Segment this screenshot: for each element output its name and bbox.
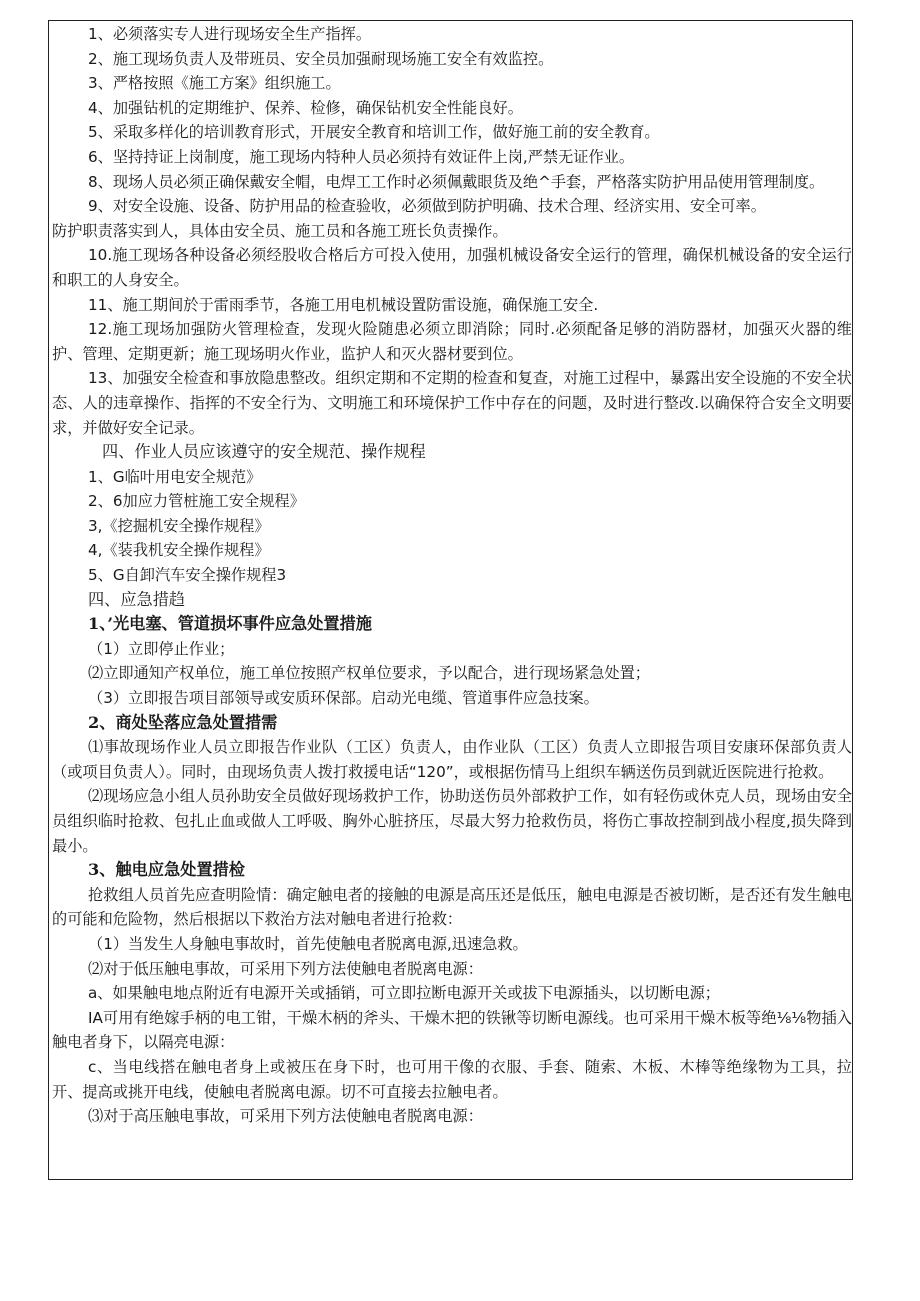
paragraph: ⑵立即通知产权单位，施工单位按照产权单位要求，予以配合，进行现场紧急处置； xyxy=(88,664,650,683)
paragraph: 防护职责落实到人，具体由安全员、施工员和各施工班长负责操作。 xyxy=(52,221,508,240)
paragraph: ⑴事故现场作业人员立即报告作业队（工区）负责人，由作业队（工区）负责人立即报告项目安康环保部负责人（或项目负责人）。同时，由现场负责人拨打救援电话“120”，或根据伤情马上组织车辆送伤员到就近医院进行抢救。 xyxy=(52,738,852,781)
paragraph: （3）立即报告项目部领导或安质环保部。启动光电缆、管道事件应急技案。 xyxy=(88,689,599,708)
paragraph: 4、加强钻机的定期维护、保养、检修，确保钻机安全性能良好。 xyxy=(88,98,523,117)
paragraph: 5、采取多样化的培训教育形式，开展安全教育和培训工作，做好施工前的安全教育。 xyxy=(88,123,660,142)
section-heading: 四、应急措趋 xyxy=(88,589,186,609)
paragraph: （1）立即停止作业； xyxy=(88,639,235,658)
paragraph: 11、施工期间於于雷雨季节，各施工用电机械设置防雷设施，确保施工安全. xyxy=(88,295,599,314)
paragraph: 13、加强安全检查和事放隐患整改。组织定期和不定期的检查和复查，对施工过程中，暴露出安全设施的不安全状态、人的违章操作、指挥的不安全行为、文明施工和环境保护工作中存在的问题，及时进行整改.以确保符合安全文明要求，并做好安全记录。 xyxy=(52,369,852,437)
paragraph: a、如果触电地点附近有电源开关或插销，可立即拉断电源开关或拔下电源插头，以切断电源； xyxy=(88,984,720,1003)
subsection-heading: 3、触电应急处置措检 xyxy=(88,860,245,880)
subsection-heading: 1、’光电塞、管道损坏事件应急处置措施 xyxy=(88,614,372,634)
paragraph: 12.施工现场加强防火管理检查，发现火险随患必须立即消除；同时.必须配备足够的消防器材，加强灭火器的维护、管理、定期更新；施工现场明火作业，监护人和灭火器材要到位。 xyxy=(52,320,852,363)
subsection-heading: 2、商处坠落应急处置措需 xyxy=(88,712,278,732)
document-body xyxy=(52,22,852,1129)
paragraph: 10.施工现场各种设备必须经股收合格后方可投入使用，加强机械设备安全运行的管理，确保机械设备的安全运行和职工的人身安全。 xyxy=(52,246,852,289)
paragraph: IA可用有绝嫁手柄的电工钳，干燥木柄的斧头、干燥木把的铁锹等切断电源线。也可采用干燥木板等绝⅛⅛物插入触电者身下，以隔亮电源： xyxy=(52,1008,852,1052)
list-item: 4,《装我机安全操作规程》 xyxy=(88,541,270,560)
paragraph: 8、现场人员必须正确保戴安全帽，电焊工工作时必须佩戴眼货及绝^手套，严格落实防护用品使用管理制度。 xyxy=(88,172,825,191)
paragraph: 9、对安全设施、设备、防护用品的检查验收，必须做到防护明确、技术合理、经济实用、安全可率。 xyxy=(88,197,766,216)
paragraph: 3、严格按照《施工方案》组织施工。 xyxy=(88,74,341,93)
paragraph: 6、坚持持证上岗制度，施工现场内特种人员必须持有效证件上岗,严禁无证作业。 xyxy=(88,147,635,166)
list-item: 3,《挖掘机安全操作规程》 xyxy=(88,516,270,535)
section-heading: 四、作业人员应该遵守的安全规范、操作规程 xyxy=(102,442,426,462)
paragraph: c、当电线搭在触电者身上或被压在身下时，也可用干像的衣服、手套、随索、木板、木棒等绝缘物为工具，拉开、提高或挑开电线，使触电者脱离电源。切不可直接去拉触电者。 xyxy=(52,1057,852,1101)
paragraph: ⑵现场应急小组人员孙助安全员做好现场救护工作，协助送伤员外部救护工作，如有轻伤或休克人员，现场由安全员组织临时抢救、包扎止血或做人工呼吸、胸外心脏挤压，尽最大努力抢救伤员，将伤亡事故控制到战小程度,损失降到最小。 xyxy=(52,787,852,855)
paragraph: 1、必须落实专人进行现场安全生产指挥。 xyxy=(88,25,372,43)
list-item: 2、6加应力管桩施工安全规程》 xyxy=(88,492,305,511)
list-item: 1、G临叶用电安全规范》 xyxy=(88,467,262,486)
paragraph: 2、施工现场负责人及带班员、安全员加强耐现场施工安全有效监控。 xyxy=(88,49,554,68)
paragraph: ⑶对于高压触电事故，可采用下列方法使触电者脱离电源： xyxy=(88,1107,483,1126)
paragraph: ⑵对于低压触电事故，可采用下列方法使触电者脱离电源： xyxy=(88,959,483,978)
paragraph: （1）当发生人身触电事故时，首先使触电者脱离电源,迅速急救。 xyxy=(88,934,528,953)
list-item: 5、G自卸汽车安全操作规程3 xyxy=(88,566,287,585)
paragraph: 抢救组人员首先应查明险情：确定触电者的接触的电源是高压还是低压，触电电源是否被切断，是否还有发生触电的可能和危险物，然后根据以下救治方法对触电者进行抢救： xyxy=(52,885,852,929)
